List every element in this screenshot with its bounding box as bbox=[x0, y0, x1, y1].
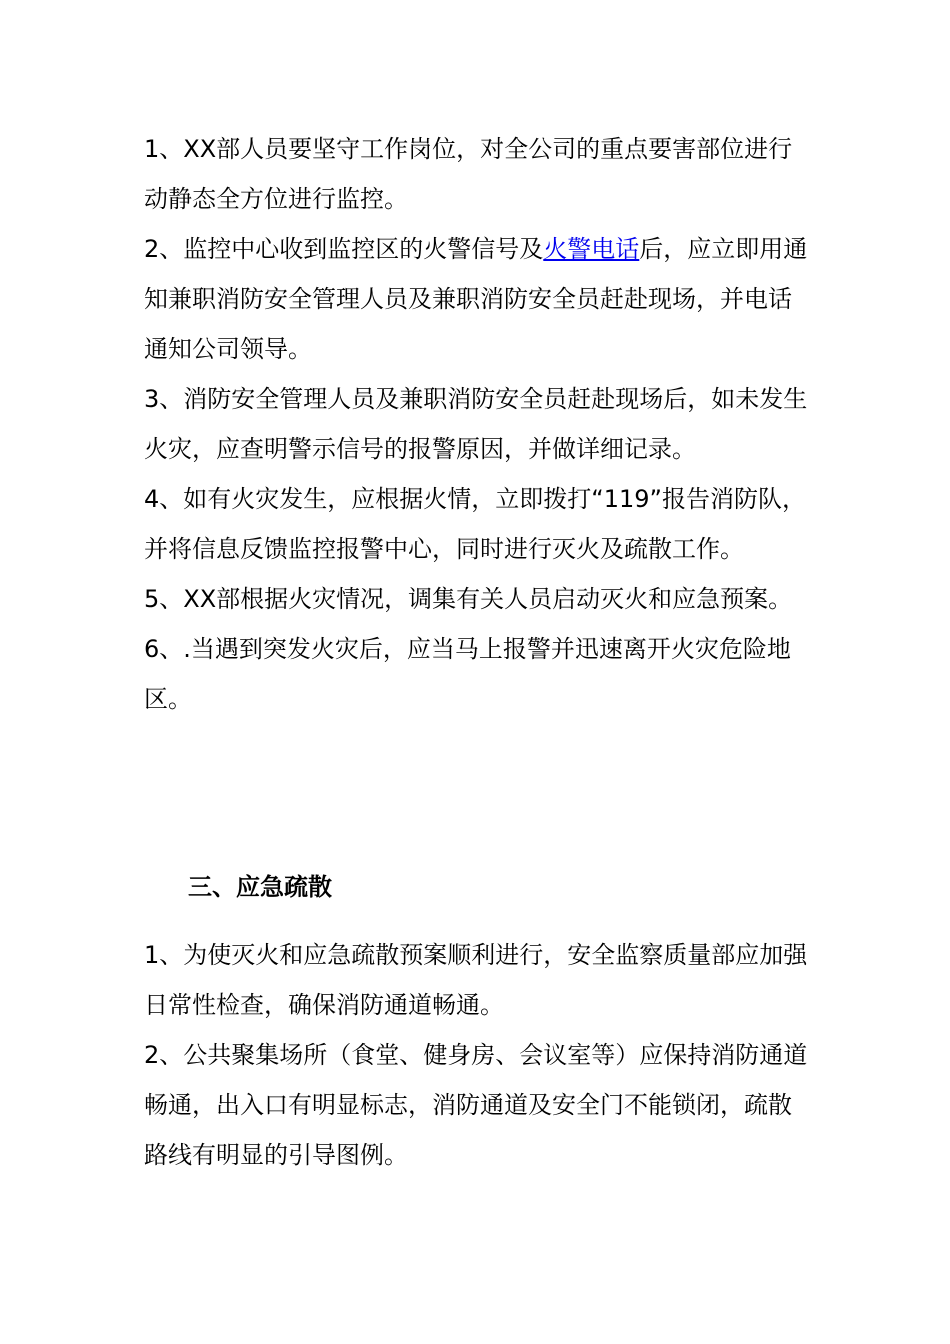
list-item: 1、XX部人员要坚守工作岗位，对全公司的重点要害部位进行动静态全方位进行监控。 bbox=[144, 135, 793, 213]
list-item: 2、公共聚集场所（食堂、健身房、会议室等）应保持消防通道畅通，出入口有明显标志，消防通道及安全门不能锁闭，疏散路线有明显的引导图例。 bbox=[144, 1041, 808, 1169]
fire-response-list bbox=[144, 124, 814, 724]
list-item: 3、消防安全管理人员及兼职消防安全员赶赴现场后，如未发生火灾，应查明警示信号的报警原因，并做详细记录。 bbox=[144, 385, 808, 463]
evacuation-list bbox=[144, 930, 814, 1180]
list-item: 5、XX部根据火灾情况，调集有关人员启动灭火和应急预案。 bbox=[144, 585, 793, 613]
list-item: 6、.当遇到突发火灾后，应当马上报警并迅速离开火灾危险地区。 bbox=[144, 635, 791, 713]
list-item-text: 后，应立即用通知兼职消防安全管理人员及兼职消防安全员赶赴现场，并电话通知公司领导。 bbox=[144, 235, 808, 363]
list-item: 1、为使灭火和应急疏散预案顺利进行，安全监察质量部应加强日常性检查，确保消防通道畅通。 bbox=[144, 941, 808, 1019]
fire-phone-link[interactable]: 火警电话 bbox=[543, 235, 640, 263]
list-item bbox=[144, 224, 814, 374]
list-item: 4、如有火灾发生，应根据火情，立即拨打“119”报告消防队，并将信息反馈监控报警中心，同时进行灭火及疏散工作。 bbox=[144, 485, 806, 563]
section-heading: 三、应急疏散 bbox=[188, 873, 332, 901]
list-item-text: 2、监控中心收到监控区的火警信号及 bbox=[144, 235, 544, 263]
